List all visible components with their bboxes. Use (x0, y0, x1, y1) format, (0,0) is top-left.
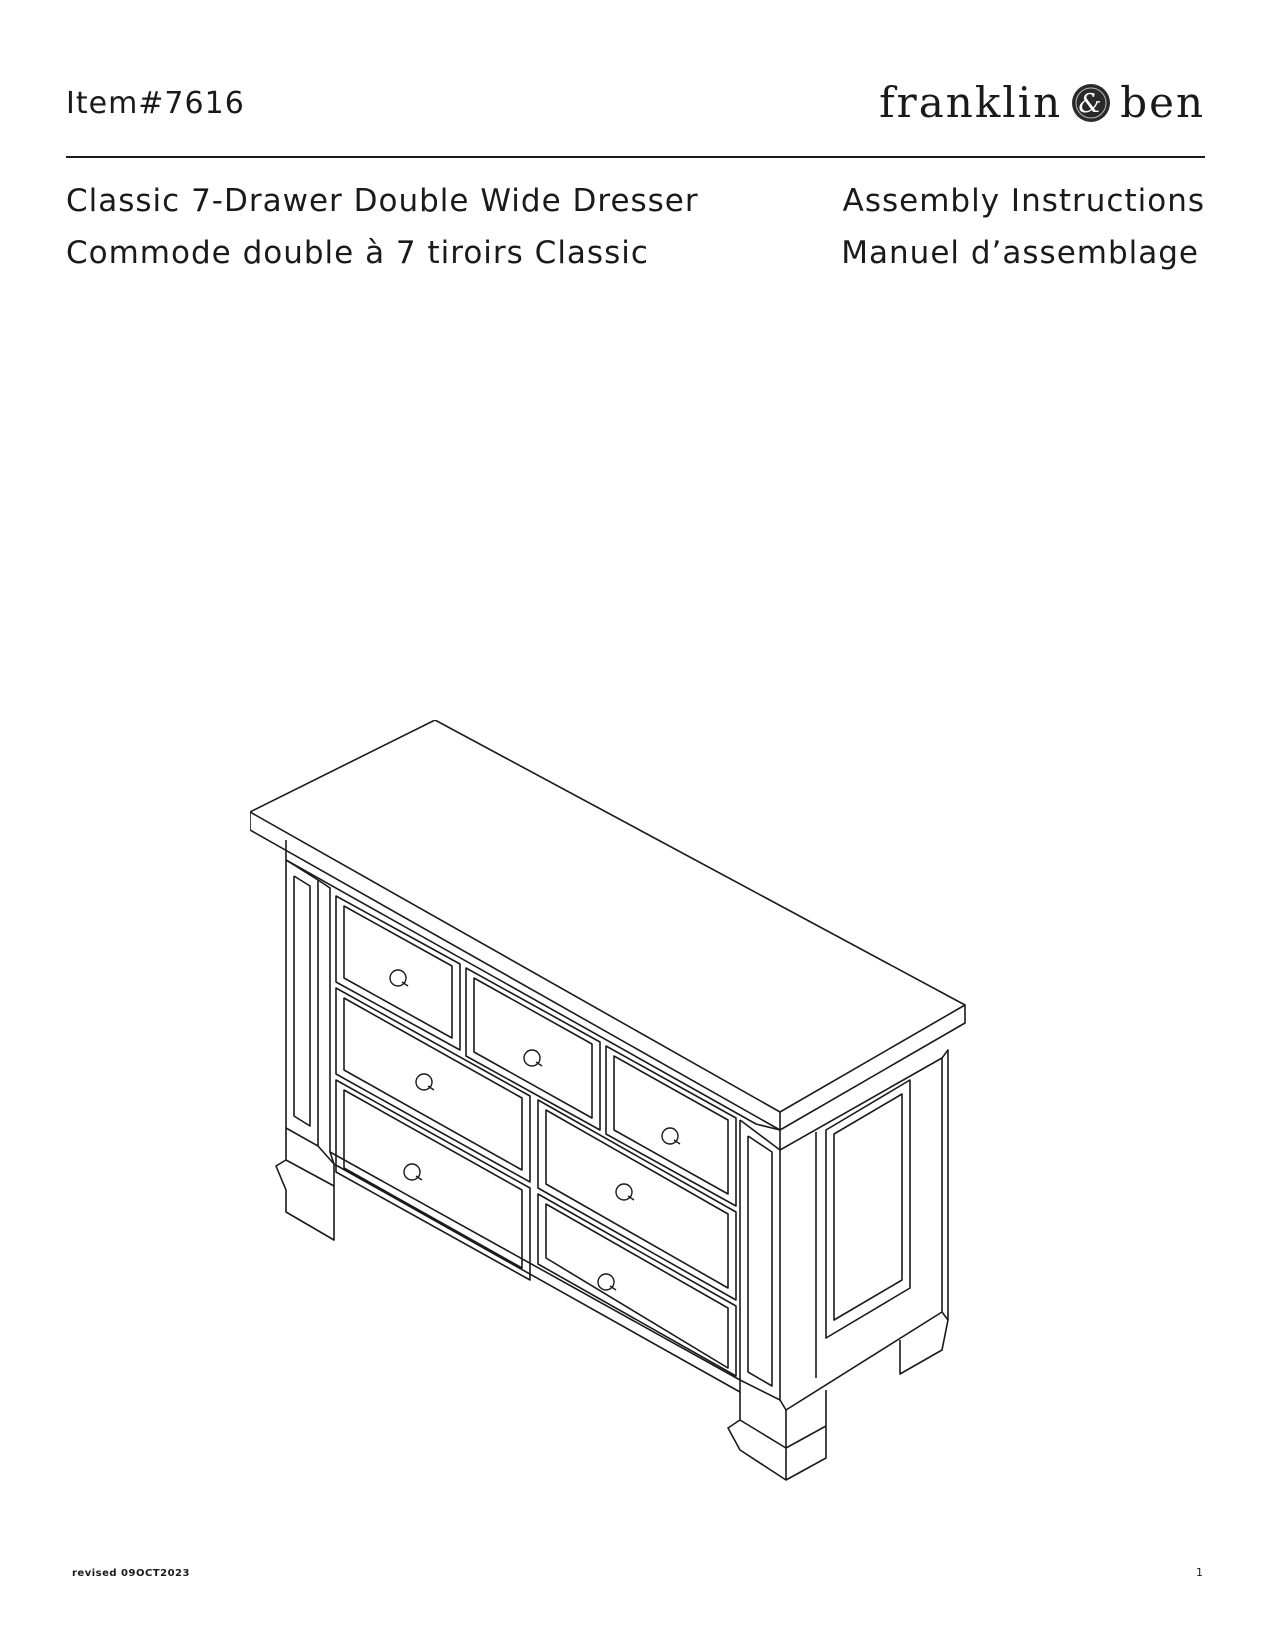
product-title-en: Classic 7-Drawer Double Wide Dresser (66, 183, 699, 219)
product-title-fr: Commode double à 7 tiroirs Classic (66, 235, 649, 271)
dresser-line-drawing-icon (250, 720, 1020, 1510)
ampersand-seal-icon (1070, 82, 1112, 124)
svg-text:&: & (1078, 88, 1104, 119)
brand-logo (879, 78, 1205, 127)
page-number: 1 (1196, 1566, 1203, 1579)
revision-date: revised 09OCT2023 (72, 1568, 190, 1579)
brand-name-right: ben (1120, 78, 1205, 127)
brand-name-left: franklin (879, 78, 1063, 127)
header-divider (66, 156, 1205, 158)
item-number: Item#7616 (66, 86, 245, 121)
doc-title-fr: Manuel d’assemblage (841, 235, 1199, 271)
doc-title-en: Assembly Instructions (842, 183, 1205, 219)
